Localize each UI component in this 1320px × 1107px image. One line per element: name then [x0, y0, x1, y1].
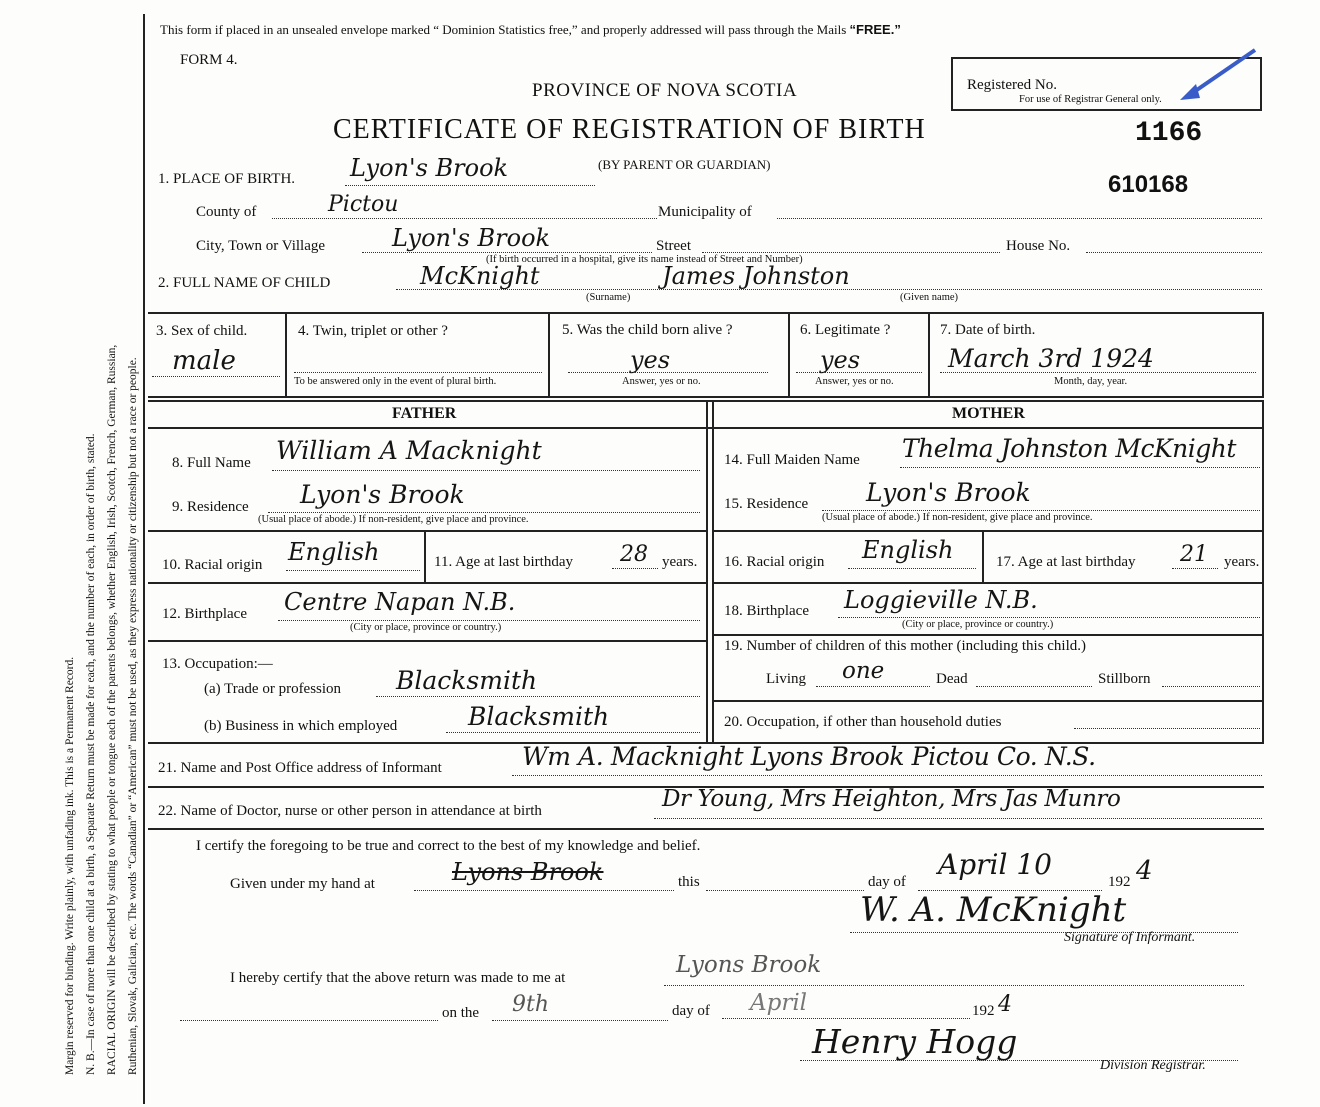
label-informant: 21. Name and Post Office address of Informant [158, 760, 442, 776]
value-given-name: James Johnston [662, 262, 850, 290]
registered-label: Registered No. [967, 77, 1057, 93]
value-return-at: Lyons Brook [676, 952, 822, 978]
label-hereby-certify: I hereby certify that the above return was made to me at [230, 970, 566, 986]
label-father-residence: 9. Residence [172, 499, 249, 515]
rule-top [148, 312, 1264, 314]
registered-note: For use of Registrar General only. [1019, 94, 1162, 105]
stamp-top-number: 1166 [1135, 118, 1203, 149]
label-mother-birthplace: 18. Birthplace [724, 603, 809, 619]
top-notice-text: This form if placed in an unsealed envelope marked “ Dominion Statistics free,” and properly addressed will pass through the Mails [160, 22, 847, 37]
label-occupation: 13. Occupation:— [162, 656, 273, 672]
label-street: Street [656, 238, 691, 254]
mother-usual-place-note: (Usual place of abode.) If non-resident, give place and province. [822, 512, 1093, 523]
legit-answer-note: Answer, yes or no. [815, 376, 894, 387]
value-year-digit: 4 [1136, 856, 1153, 886]
label-alive: 5. Was the child born alive ? [562, 322, 733, 338]
label-doctor: 22. Name of Doctor, nurse or other person in attendance at birth [158, 803, 542, 819]
label-father-name: 8. Full Name [172, 455, 251, 471]
value-registrar-signature: Henry Hogg [812, 1022, 1018, 1061]
value-informant: Wm A. Macknight Lyons Brook Pictou Co. N.S. [522, 742, 1096, 771]
label-stillborn: Stillborn [1098, 671, 1151, 687]
value-legitimate: yes [820, 346, 861, 374]
value-father-racial: English [288, 538, 380, 566]
father-heading: FATHER [392, 405, 457, 422]
label-sex: 3. Sex of child. [156, 323, 248, 339]
value-living: one [842, 658, 885, 684]
value-given-at: Lyons Brook [452, 858, 604, 886]
label-given-under: Given under my hand at [230, 876, 375, 892]
given-note: (Given name) [900, 292, 959, 303]
value-day-of-month: April 10 [938, 848, 1052, 881]
label-county: County of [196, 204, 257, 220]
label-mother-residence: 15. Residence [724, 496, 809, 512]
value-mother-birthplace: Loggieville N.B. [844, 586, 1038, 614]
value-mother-name: Thelma Johnston McKnight [902, 434, 1236, 463]
label-children: 19. Number of children of this mother (including this child.) [724, 638, 1087, 654]
sidebar-text-1: Margin reserved for binding. Write plainly, with unfading ink. This is a Permanent Record. [64, 656, 76, 1075]
surname-note: (Surname) [586, 292, 631, 303]
value-sex: male [172, 346, 236, 376]
label-year-prefix: 192 [1108, 874, 1131, 890]
mother-city-note: (City or place, province or country.) [902, 619, 1054, 630]
value-trade: Blacksmith [396, 666, 538, 695]
label-house: House No. [1006, 238, 1071, 254]
top-notice-free: “FREE.” [849, 22, 901, 37]
label-division-registrar: Division Registrar. [1100, 1058, 1206, 1073]
label-father-age: 11. Age at last birthday [434, 554, 573, 570]
certify-statement: I certify the foregoing to be true and correct to the best of my knowledge and belief. [196, 838, 701, 854]
label-trade: (a) Trade or profession [204, 681, 342, 697]
sidebar-text-2: N. B.—In case of more than one child at a birth, a Separate Return must be made for each, and the number of each, in order of birth, stated. [85, 433, 97, 1075]
twin-note: To be answered only in the event of plural birth. [294, 376, 497, 387]
value-business: Blacksmith [468, 702, 610, 731]
label-city: City, Town or Village [196, 238, 326, 254]
value-city: Lyon's Brook [392, 224, 551, 252]
value-father-residence: Lyon's Brook [300, 480, 465, 509]
value-county: Pictou [328, 192, 399, 217]
father-years-label: years. [662, 554, 698, 570]
label-place-of-birth: 1. PLACE OF BIRTH. [158, 171, 296, 187]
label-father-racial: 10. Racial origin [162, 557, 263, 573]
label-mother-racial: 16. Racial origin [724, 554, 825, 570]
label-signature-informant: Signature of Informant. [1064, 930, 1196, 945]
label-on-the: on the [442, 1005, 480, 1021]
value-return-day: 9th [512, 992, 550, 1017]
label-mother-name: 14. Full Maiden Name [724, 452, 860, 468]
label-living: Living [766, 671, 806, 687]
label-father-birthplace: 12. Birthplace [162, 606, 247, 622]
father-usual-place-note: (Usual place of abode.) If non-resident, give place and province. [258, 514, 529, 525]
value-father-name: William A Macknight [276, 436, 542, 465]
by-parent-note: (BY PARENT OR GUARDIAN) [598, 157, 771, 172]
label-full-name: 2. FULL NAME OF CHILD [158, 275, 331, 291]
label-day-of: day of [868, 874, 906, 890]
certificate-title: CERTIFICATE OF REGISTRATION OF BIRTH [333, 114, 926, 145]
label-dob: 7. Date of birth. [940, 322, 1036, 338]
alive-answer-note: Answer, yes or no. [622, 376, 701, 387]
value-father-birthplace: Centre Napan N.B. [284, 588, 516, 616]
blue-check-mark [1170, 48, 1260, 113]
mother-years-label: years. [1224, 554, 1260, 570]
stamp-number: 610168 [1108, 171, 1189, 198]
mother-heading: MOTHER [952, 405, 1025, 422]
label-mother-occupation: 20. Occupation, if other than household duties [724, 714, 1002, 730]
hospital-note: (If birth occurred in a hospital, give its name instead of Street and Number) [486, 254, 803, 265]
label-legitimate: 6. Legitimate ? [800, 322, 891, 338]
label-business: (b) Business in which employed [204, 718, 398, 734]
top-notice [160, 22, 901, 38]
value-mother-racial: English [862, 536, 954, 564]
value-doctor: Dr Young, Mrs Heighton, Mrs Jas Munro [662, 786, 1121, 812]
value-father-age: 28 [620, 542, 648, 567]
value-informant-signature: W. A. McKnight [860, 890, 1127, 930]
value-place-of-birth: Lyon's Brook [350, 154, 509, 182]
label-day-of-2: day of [672, 1003, 710, 1019]
value-return-month: April [750, 990, 808, 1016]
father-city-note: (City or place, province or country.) [350, 622, 502, 633]
sidebar-text-3: RACIAL ORIGIN will be described by stating to what people or tongue each of the parents belongs, whether English, Irish, Scotch, French, German, Russian, [106, 344, 118, 1075]
value-mother-residence: Lyon's Brook [866, 478, 1031, 507]
province-heading: PROVINCE OF NOVA SCOTIA [532, 80, 798, 101]
label-dead: Dead [936, 671, 968, 687]
value-alive: yes [630, 346, 671, 374]
label-mother-age: 17. Age at last birthday [996, 554, 1136, 570]
value-dob: March 3rd 1924 [948, 344, 1154, 373]
label-year-prefix-2: 192 [972, 1003, 995, 1019]
label-this: this [678, 874, 700, 890]
value-return-year-digit: 4 [998, 992, 1012, 1017]
margin-line [143, 14, 145, 1104]
value-surname: McKnight [420, 262, 540, 290]
dob-note: Month, day, year. [1054, 376, 1128, 387]
sidebar-text-4: Ruthenian, Slovak, Galician, etc. The words “Canadian” or “American” must not be used, as they express nationality or citizenship but not a race or people. [127, 357, 139, 1075]
form-number: FORM 4. [180, 52, 238, 68]
value-mother-age: 21 [1180, 542, 1208, 567]
label-twin: 4. Twin, triplet or other ? [298, 323, 448, 339]
label-municipality: Municipality of [658, 204, 752, 220]
